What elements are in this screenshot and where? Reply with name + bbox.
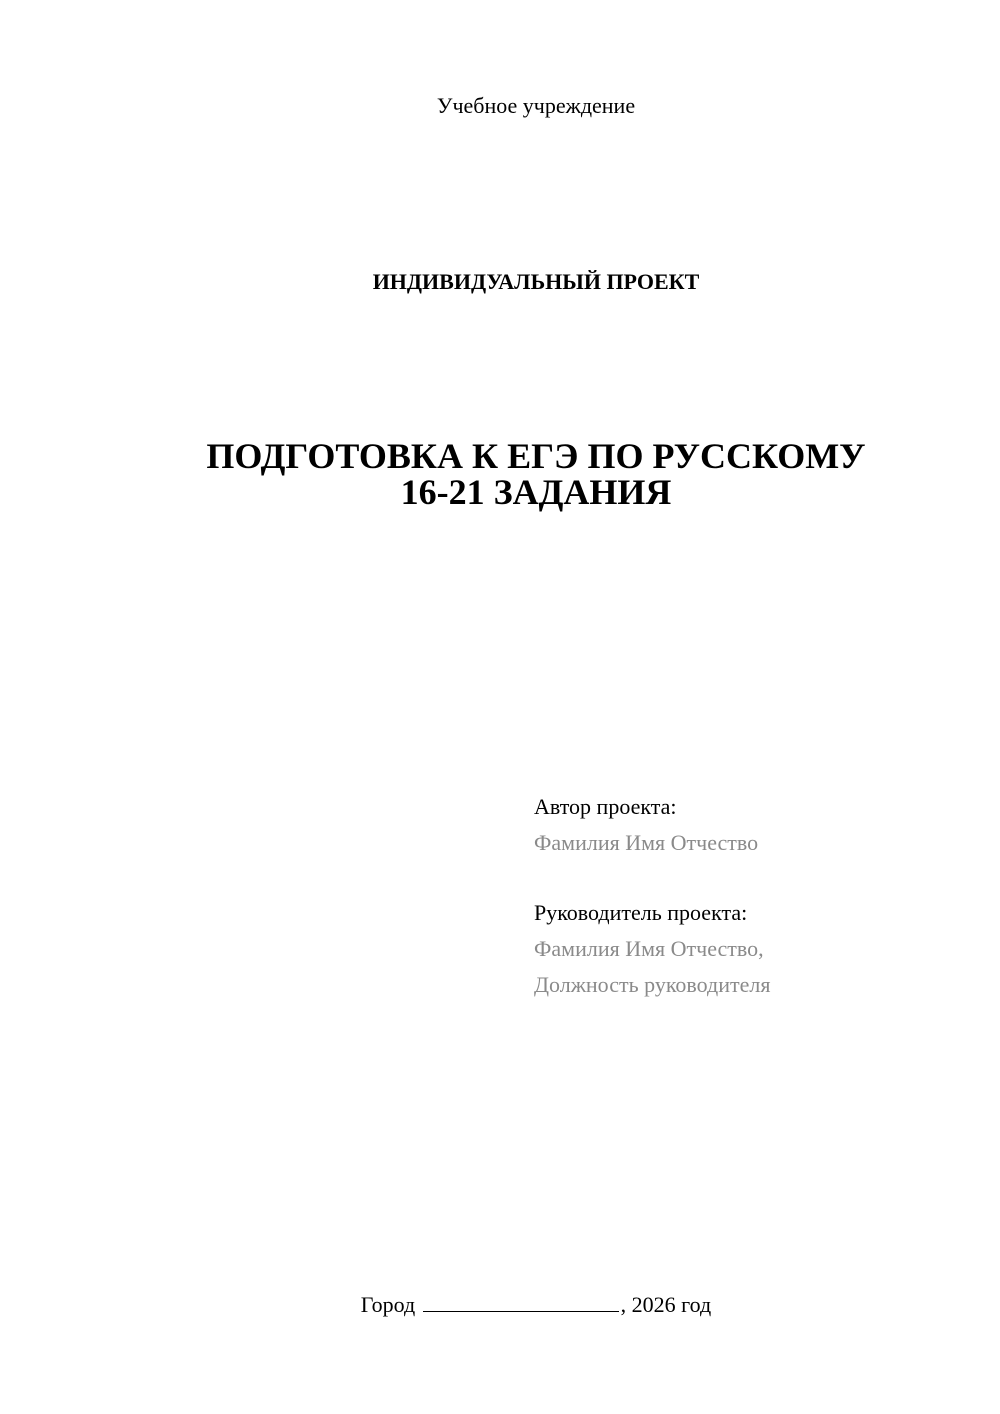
supervisor-name: Фамилия Имя Отчество, bbox=[534, 936, 764, 961]
institution-name: Учебное учреждение bbox=[436, 93, 636, 118]
city-label: Город bbox=[360, 1292, 416, 1317]
author-name: Фамилия Имя Отчество bbox=[534, 830, 759, 855]
project-type-heading: ИНДИВИДУАЛЬНЫЙ ПРОЕКТ bbox=[372, 269, 700, 294]
city-year-line bbox=[0, 1291, 1000, 1319]
supervisor-label: Руководитель проекта: bbox=[534, 900, 748, 925]
info-spacer bbox=[534, 861, 974, 895]
project-title-line-2: 16-21 ЗАДАНИЯ bbox=[400, 472, 672, 512]
project-title-line-1: ПОДГОТОВКА К ЕГЭ ПО РУССКОМУ bbox=[206, 436, 866, 476]
project-info bbox=[534, 789, 974, 1003]
project-title bbox=[0, 438, 1000, 510]
city-blank-line bbox=[423, 1291, 619, 1312]
author-label: Автор проекта: bbox=[534, 794, 677, 819]
year-text: , 2026 год bbox=[620, 1292, 712, 1317]
supervisor-position: Должность руководителя bbox=[534, 972, 771, 997]
